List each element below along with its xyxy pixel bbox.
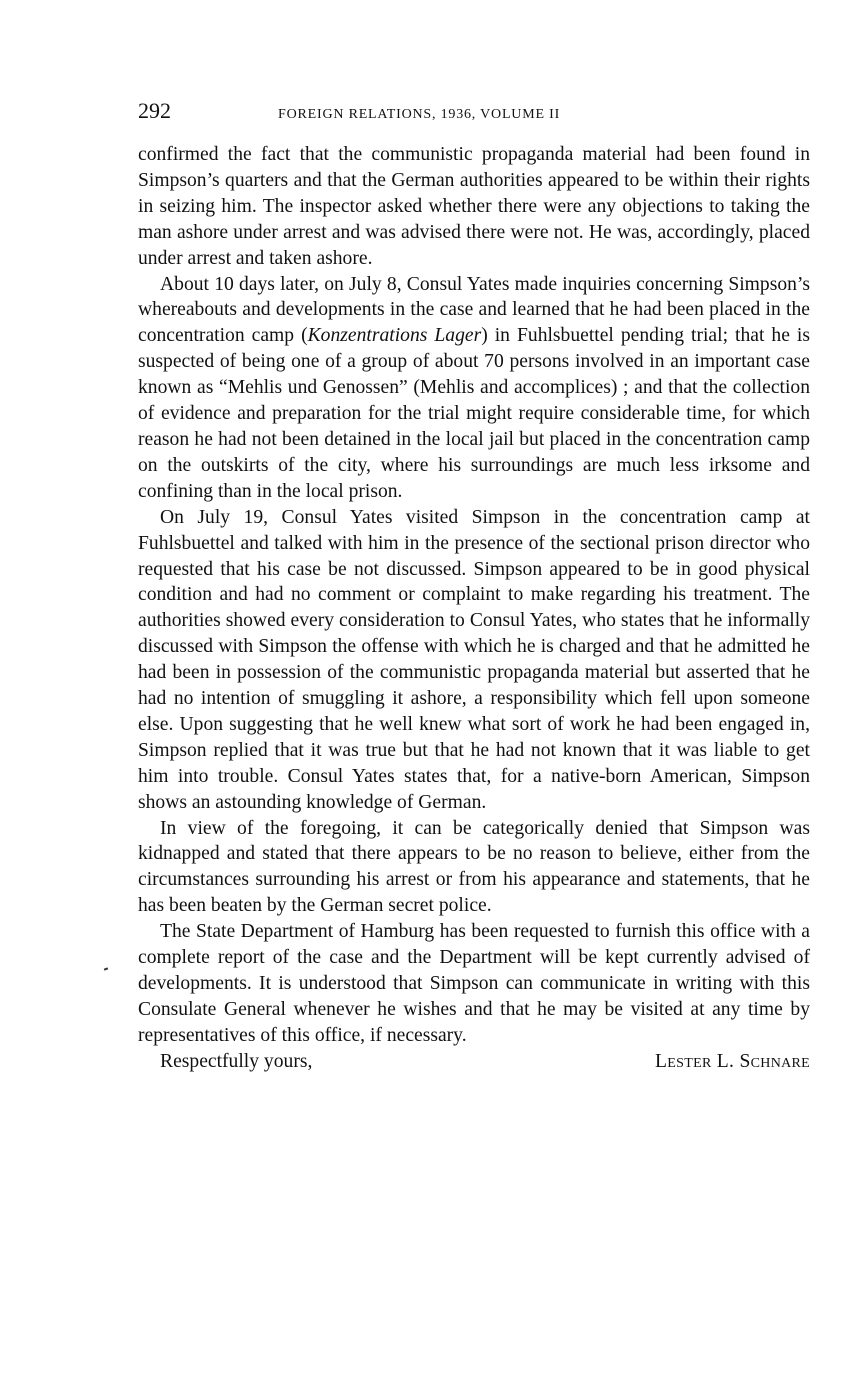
stray-ink-mark (104, 967, 108, 970)
paragraph-4: In view of the foregoing, it can be categorically denied that Simpson was kidnapped and stated that there appears to be no reason to believe, either from the circumstances surrounding his arrest or from his appearance and statements, that he has been beaten by the German secret police. (138, 817, 810, 917)
running-head (138, 98, 810, 130)
salutation: Respectfully yours, (160, 1050, 313, 1072)
paragraph-2-italic-term: Konzentrations Lager (307, 325, 482, 347)
signature: Lester L. Schnare (655, 1050, 810, 1072)
closing (138, 1049, 810, 1075)
paragraph-2-text-a: About 10 days later, on July 8, Consul Yates made inquiries concerning Simpson’s whereabouts and developments in the case and learned that he had been placed in the concentration camp ( (138, 273, 810, 347)
paragraph-3: On July 19, Consul Yates visited Simpson in the concentration camp at Fuhlsbuettel and talked with him in the presence of the sectional prison director who requested that his case be not discussed. Simpson appeared to be in good physical condition and had no comment or complaint to make regarding his treatment. The authorities showed every consideration to Consul Yates, who states that he informally discussed with Simpson the offense with which he is charged and that he admitted he had been in possession of the communistic propaganda material but asserted that he had no intention of smuggling it ashore, a responsibility which fell upon someone else. Upon suggesting that he well knew what sort of work he had been engaged in, Simpson replied that it was true but that he had not known that it was liable to get him into trouble. Consul Yates states that, for a native-born American, Simpson shows an astounding knowledge of German. (138, 506, 810, 813)
paragraph-2-text-b: ) in Fuhlsbuettel pending trial; that he is suspected of being one of a group of about 70 persons involved in an important case known as “Mehlis und Genossen” (Mehlis and accomplices) ; and that the collection of evidence and preparation for the trial might require considerable time, for which reason he had not been detained in the local jail but placed in the concentration camp on the outskirts of the city, where his surroundings are much less irksome and confining than in the local prison. (138, 325, 810, 502)
paragraph-2 (138, 272, 810, 505)
paragraph-1: confirmed the fact that the communistic propaganda material had been found in Simpson’s quarters and that the German authorities appeared to be within their rights in seizing him. The inspector asked whether there were any objections to taking the man ashore under arrest and was advised there were not. He was, accordingly, placed under arrest and taken ashore. (138, 144, 810, 269)
paragraph-5: The State Department of Hamburg has been requested to furnish this office with a complete report of the case and the Department will be kept currently advised of developments. It is understood that Simpson can communicate in writing with this Consulate General whenever he wishes and that he may be visited at any time by representatives of this office, if necessary. (138, 921, 810, 1046)
header-title: FOREIGN RELATIONS, 1936, VOLUME II (278, 107, 561, 122)
page-number: 292 (138, 98, 171, 123)
document-page (138, 98, 810, 1075)
body-text (138, 142, 810, 1049)
